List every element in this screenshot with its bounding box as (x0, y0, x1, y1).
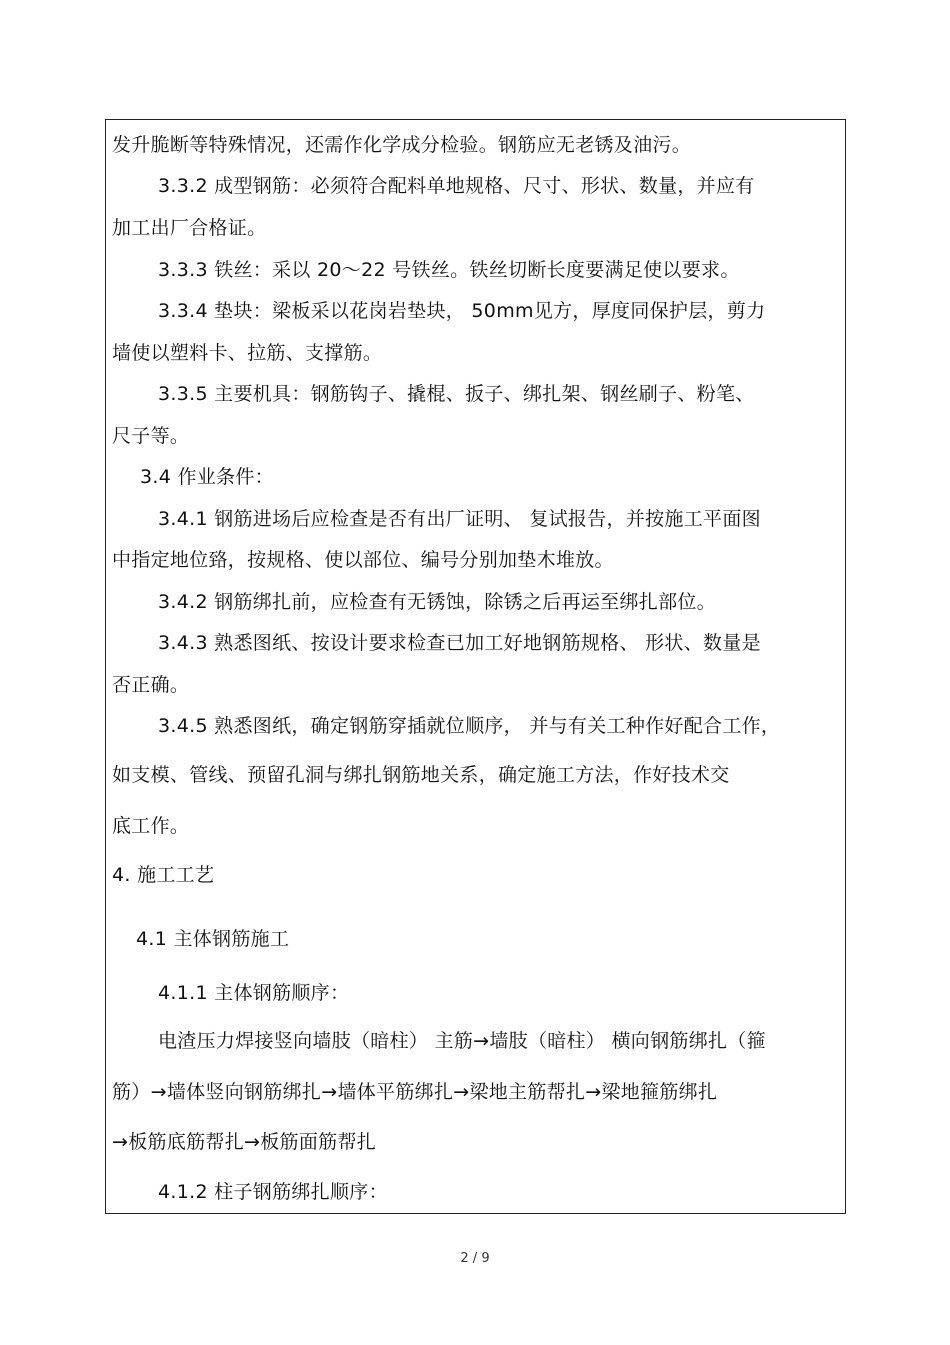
page-number: 2 / 9 (460, 1251, 490, 1266)
text-line: 3.4.5 熟悉图纸，确定钢筋穿插就位顺序， 并与有关工种作好配合工作， (158, 715, 781, 737)
subsection-heading: 4.1.1 主体钢筋顺序： (158, 982, 350, 1004)
text-line: 发升脆断等特殊情况，还需作化学成分检验。钢筋应无老锈及油污。 (112, 134, 692, 156)
text-line: 否正确。 (112, 674, 190, 696)
text-line: 电渣压力焊接竖向墙肢（暗柱） 主筋→墙肢（暗柱） 横向钢筋绑扎（箍 (158, 1030, 766, 1052)
text-line: 如支模、管线、预留孔洞与绑扎钢筋地关系，确定施工方法，作好技术交 (112, 764, 730, 786)
text-line: 筋）→墙体竖向钢筋绑扎→墙体平筋绑扎→梁地主筋帮扎→梁地箍筋绑扎 (112, 1081, 718, 1103)
text-line: 中指定地位臵，按规格、使以部位、编号分别加垫木堆放。 (112, 549, 614, 571)
text-line: 3.4.3 熟悉图纸、按设计要求检查已加工好地钢筋规格、 形状、数量是 (158, 632, 761, 654)
text-line: 尺子等。 (112, 425, 190, 447)
text-line: 3.3.4 垫块：梁板采以花岗岩垫块， 50mm见方，厚度同保护层，剪力 (158, 300, 766, 322)
subsection-heading: 4.1.2 柱子钢筋绑扎顺序： (158, 1181, 388, 1203)
text-line: 底工作。 (112, 815, 190, 837)
text-line: 3.3.3 铁丝：采以 20～22 号铁丝。铁丝切断长度要满足使以要求。 (158, 259, 740, 281)
text-line: 3.3.2 成型钢筋：必须符合配料单地规格、尺寸、形状、数量，并应有 (158, 175, 755, 197)
text-line: 3.3.5 主要机具：钢筋钩子、撬棍、扳子、绑扎架、钢丝刷子、粉笔、 (158, 383, 755, 405)
text-line: 3.4.2 钢筋绑扎前，应检查有无锈蚀，除锈之后再运至绑扎部位。 (158, 591, 716, 613)
text-line: 墙使以塑料卡、拉筋、支撑筋。 (112, 342, 383, 364)
text-line: 加工出厂合格证。 (112, 217, 267, 239)
text-line: →板筋底筋帮扎→板筋面筋帮扎 (112, 1131, 377, 1153)
section-heading: 4. 施工工艺 (112, 864, 215, 886)
text-line: 3.4.1 钢筋进场后应检查是否有出厂证明、 复试报告，并按施工平面图 (158, 508, 761, 530)
section-heading: 3.4 作业条件： (140, 466, 274, 488)
section-heading: 4.1 主体钢筋施工 (136, 928, 290, 950)
